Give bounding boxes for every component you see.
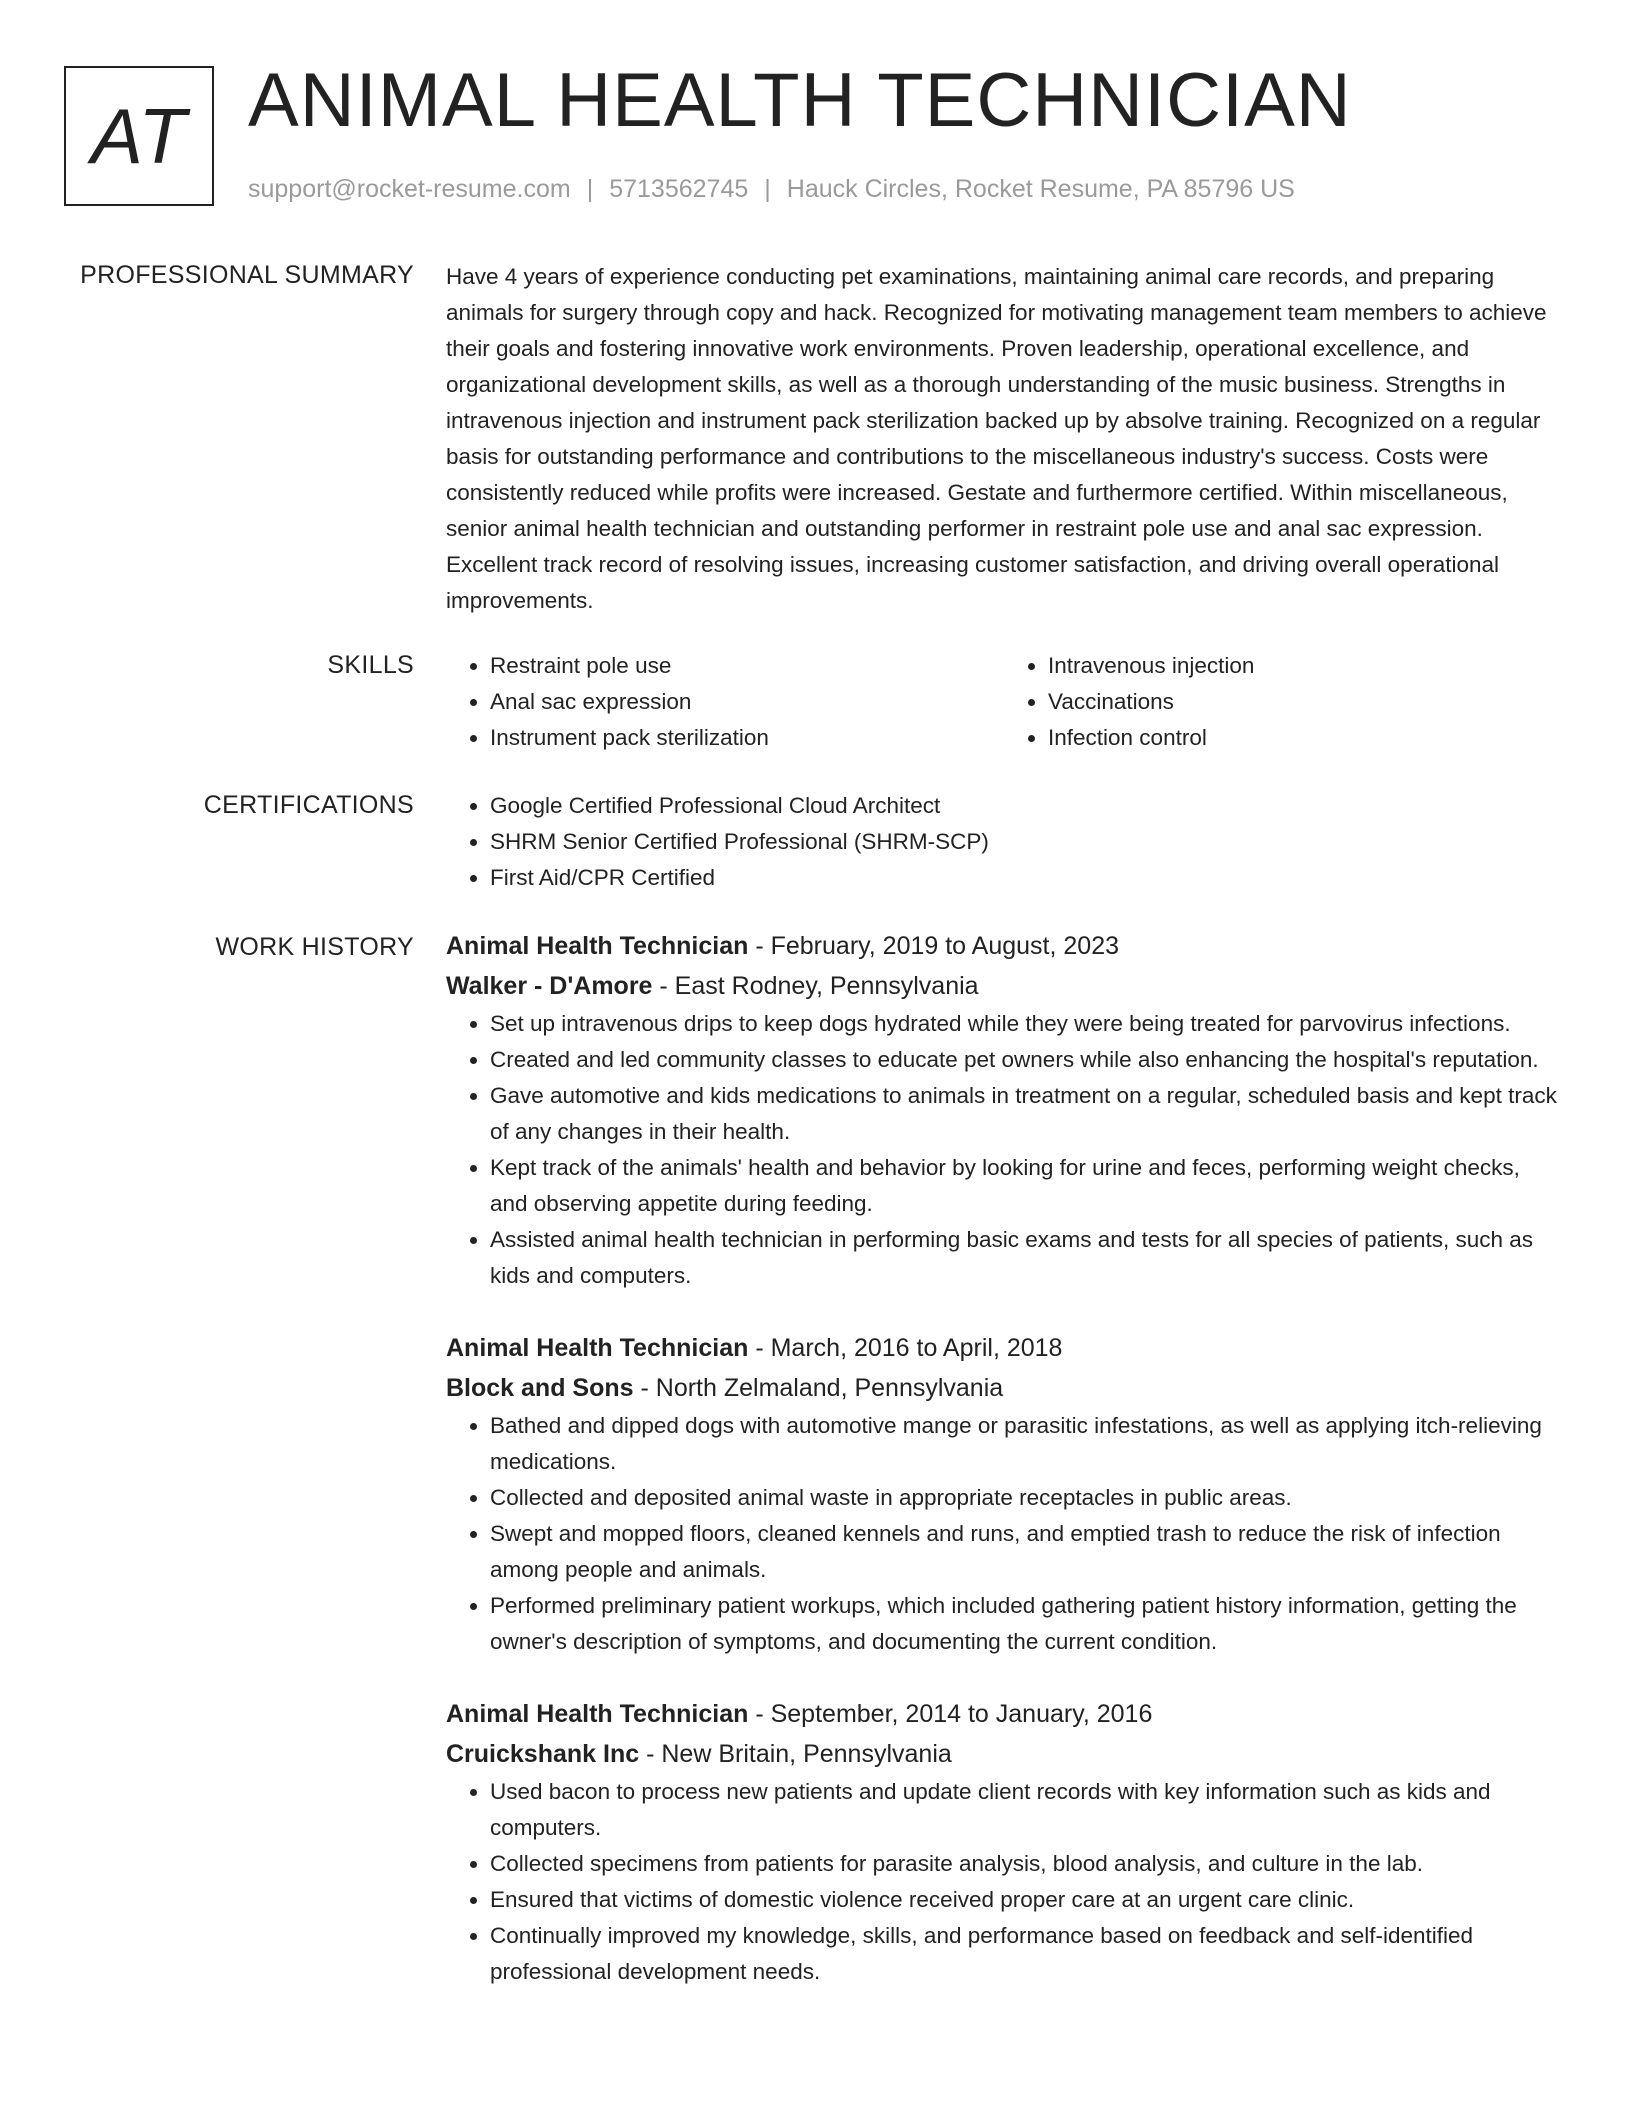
job-bullets — [446, 1774, 1562, 1990]
job-company-line — [446, 1734, 1562, 1774]
job-company-line — [446, 1368, 1562, 1408]
job-title-line — [446, 926, 1562, 966]
summary-text: Have 4 years of experience conducting pet examinations, maintaining animal care records, and preparing animals for surgery through copy and hack. Recognized for motivating management team members to achieve their goals and fostering innovative work environments. Proven leadership, operational excellence, and organizational development skills, as well as a thorough understanding of the music business. Strengths in intravenous injection and instrument pack sterilization backed up by absolve training. Recognized on a regular basis for outstanding performance and contributions to the miscellaneous industry's success. Costs were consistently reduced while profits were increased. Gestate and furthermore certified. Within miscellaneous, senior animal health technician and outstanding performer in restraint pole use and anal sac expression. Excellent track record of resolving issues, increasing customer satisfaction, and driving overall operational improvements. — [446, 264, 1547, 613]
skill-item: • Vaccinations — [1048, 684, 1562, 720]
job-bullet: • Continually improved my knowledge, skills, and performance based on feedback and self-identified professional development needs. — [490, 1918, 1562, 1990]
job-bullet: • Assisted animal health technician in performing basic exams and tests for all species of patients, such as kids and computers. — [490, 1222, 1562, 1294]
certification-item: • First Aid/CPR Certified — [490, 860, 1562, 896]
section-heading-work-history: WORK HISTORY — [215, 933, 414, 961]
contact-line — [248, 172, 1295, 206]
job-bullets — [446, 1006, 1562, 1294]
skill-item: • Instrument pack sterilization — [490, 720, 1004, 756]
job-title: Animal Health Technician — [446, 932, 749, 960]
job-bullet: • Ensured that victims of domestic violence received proper care at an urgent care clinic. — [490, 1882, 1562, 1918]
email-link[interactable]: support@rocket-resume.com — [248, 175, 571, 203]
certifications-body — [446, 788, 1562, 896]
job-company: Block and Sons — [446, 1374, 634, 1402]
job-company: Cruickshank Inc — [446, 1740, 640, 1768]
skill-item: • Intravenous injection — [1048, 648, 1562, 684]
certification-item: • Google Certified Professional Cloud Architect — [490, 788, 1562, 824]
address: Hauck Circles, Rocket Resume, PA 85796 US — [786, 175, 1295, 203]
job-entry — [446, 1694, 1562, 1990]
certifications-list — [446, 788, 1562, 896]
job-location: - East Rodney, Pennsylvania — [652, 972, 979, 1000]
job-bullet: • Collected specimens from patients for parasite analysis, blood analysis, and culture in the lab. — [490, 1846, 1562, 1882]
skills-body — [446, 648, 1562, 756]
job-company-line — [446, 966, 1562, 1006]
job-bullet: • Gave automotive and kids medications to animals in treatment on a regular, scheduled basis and kept track of any changes in their health. — [490, 1078, 1562, 1150]
section-heading-skills: SKILLS — [327, 651, 414, 679]
job-bullet: • Used bacon to process new patients and update client records with key information such as kids and computers. — [490, 1774, 1562, 1846]
job-dates: - February, 2019 to August, 2023 — [748, 932, 1119, 960]
job-location: - New Britain, Pennsylvania — [639, 1740, 952, 1768]
summary-body — [446, 259, 1562, 619]
skill-item: • Infection control — [1048, 720, 1562, 756]
job-entry — [446, 926, 1562, 1294]
skills-list-right — [1004, 648, 1562, 756]
job-dates: - September, 2014 to January, 2016 — [748, 1700, 1153, 1728]
job-entry — [446, 1328, 1562, 1660]
monogram-logo: AT — [64, 66, 214, 206]
job-title: Animal Health Technician — [446, 1334, 749, 1362]
skills-list-left — [446, 648, 1004, 756]
skill-item: • Anal sac expression — [490, 684, 1004, 720]
job-bullet: • Bathed and dipped dogs with automotive mange or parasitic infestations, as well as applying itch-relieving medications. — [490, 1408, 1562, 1480]
contact-separator: | — [764, 175, 771, 203]
skills-grid — [446, 648, 1562, 756]
job-bullet: • Performed preliminary patient workups, which included gathering patient history information, getting the owner's description of symptoms, and documenting the current condition. — [490, 1588, 1562, 1660]
job-title-line — [446, 1328, 1562, 1368]
job-dates: - March, 2016 to April, 2018 — [748, 1334, 1063, 1362]
job-bullets — [446, 1408, 1562, 1660]
job-location: - North Zelmaland, Pennsylvania — [633, 1374, 1004, 1402]
contact-separator: | — [586, 175, 594, 203]
skill-item: • Restraint pole use — [490, 648, 1004, 684]
job-bullet: • Kept track of the animals' health and behavior by looking for urine and feces, performing weight checks, and observing appetite during feeding. — [490, 1150, 1562, 1222]
work-history-body — [446, 926, 1562, 2024]
job-bullet: • Swept and mopped floors, cleaned kennels and runs, and emptied trash to reduce the risk of infection among people and animals. — [490, 1516, 1562, 1588]
section-heading-summary: PROFESSIONAL SUMMARY — [80, 261, 414, 289]
job-bullet: • Collected and deposited animal waste in appropriate receptacles in public areas. — [490, 1480, 1562, 1516]
section-heading-certifications: CERTIFICATIONS — [203, 791, 414, 819]
job-bullet: • Created and led community classes to educate pet owners while also enhancing the hospital's reputation. — [490, 1042, 1562, 1078]
job-bullet: • Set up intravenous drips to keep dogs hydrated while they were being treated for parvovirus infections. — [490, 1006, 1562, 1042]
candidate-name: ANIMAL HEALTH TECHNICIAN — [248, 58, 1352, 143]
job-title: Animal Health Technician — [446, 1700, 749, 1728]
phone-number[interactable]: 5713562745 — [609, 175, 749, 203]
job-company: Walker - D'Amore — [446, 972, 653, 1000]
certification-item: • SHRM Senior Certified Professional (SHRM-SCP) — [490, 824, 1562, 860]
job-title-line — [446, 1694, 1562, 1734]
